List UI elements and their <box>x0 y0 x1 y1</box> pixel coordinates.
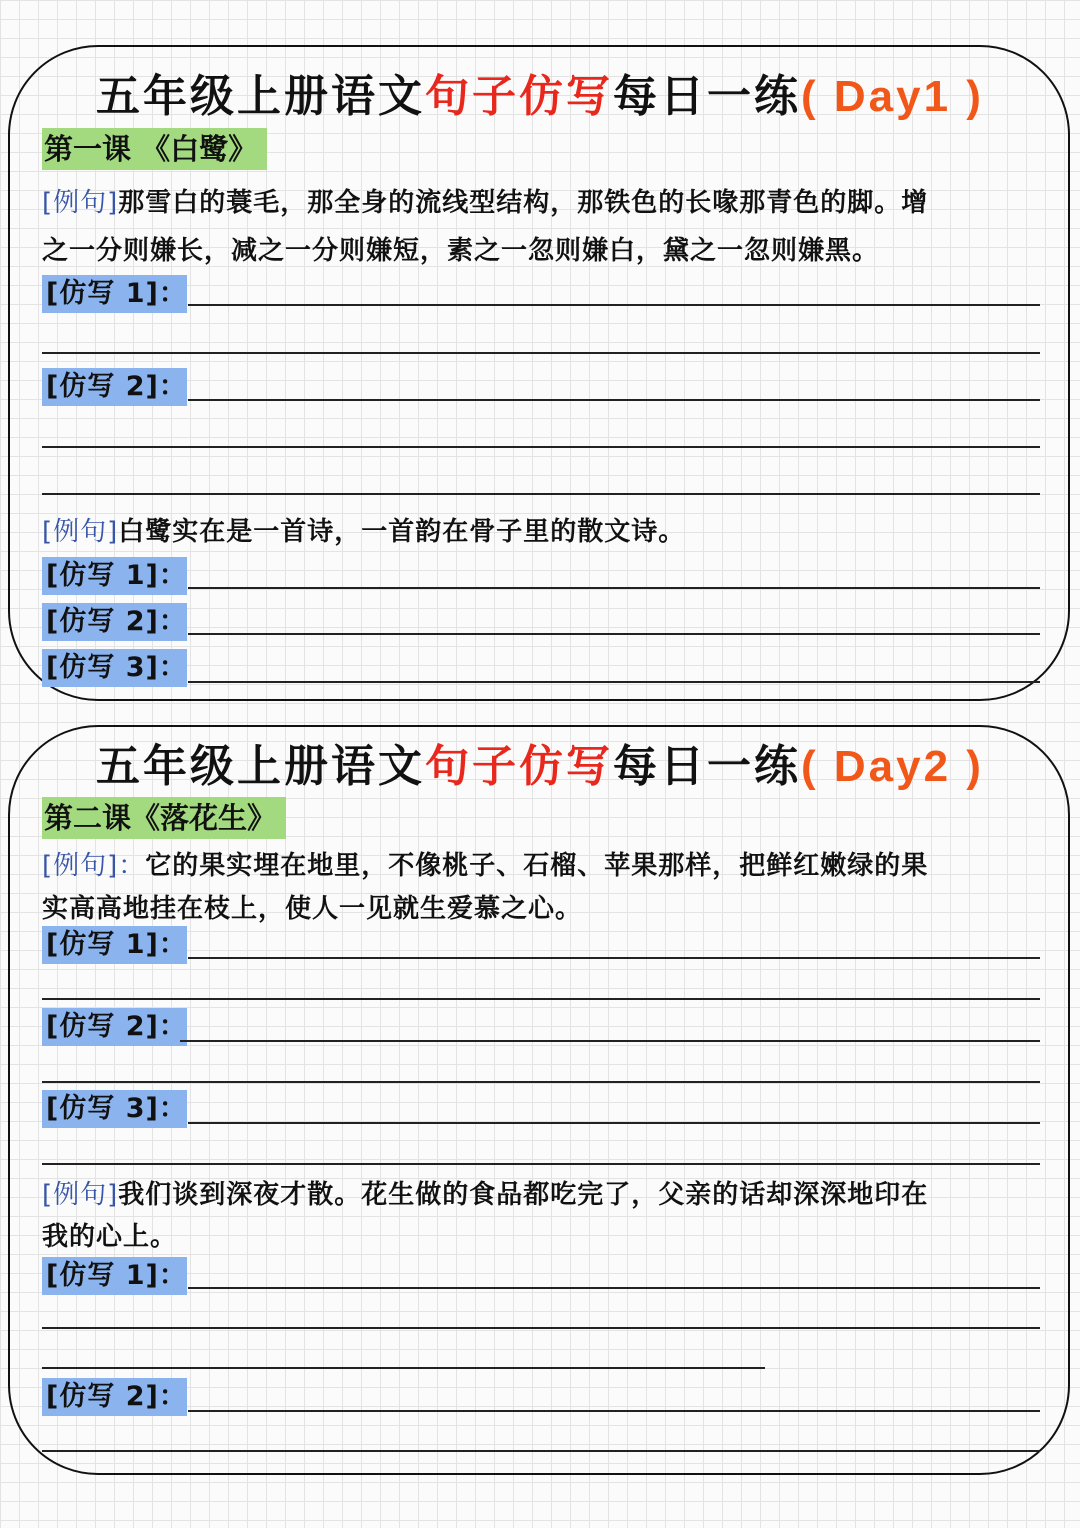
example-sentence-cont: 我的心上。 <box>42 1222 178 1252</box>
title-highlight: 句子仿写 <box>425 71 614 122</box>
writing-line[interactable] <box>42 1367 765 1369</box>
writing-line[interactable] <box>188 399 1040 401</box>
day1-title <box>0 60 1080 124</box>
writing-line[interactable] <box>42 1450 1040 1452</box>
writing-line[interactable] <box>188 1122 1040 1124</box>
day-badge: ( Day2 ) <box>801 742 984 791</box>
writing-line[interactable] <box>188 1287 1040 1289</box>
example-sentence-cont: 实高高地挂在枝上，使人一见就生爱慕之心。 <box>42 894 583 924</box>
title-part: 五年级上册语文 <box>96 741 426 792</box>
title-part: 每日一练 <box>613 71 802 122</box>
example-text: 白鹭实在是一首诗，一首韵在骨子里的散文诗。 <box>118 517 686 547</box>
writing-line[interactable] <box>42 1163 1040 1165</box>
imitation-label: [仿写 1]： <box>42 275 187 313</box>
title-part: 每日一练 <box>613 741 802 792</box>
example-tag: [例句] <box>42 517 119 547</box>
example-sentence <box>42 182 928 219</box>
lesson-title: 第二课《落花生》 <box>42 797 286 839</box>
title-highlight: 句子仿写 <box>425 741 614 792</box>
writing-line[interactable] <box>188 681 1040 683</box>
imitation-label: [仿写 1]： <box>42 1257 187 1295</box>
title-part: 五年级上册语文 <box>96 71 426 122</box>
example-tag: [例句] <box>42 1180 119 1210</box>
day2-title <box>0 730 1080 794</box>
example-text: 我们谈到深夜才散。花生做的食品都吃完了，父亲的话却深深地印在 <box>118 1180 929 1210</box>
imitation-label: [仿写 1]： <box>42 926 187 964</box>
writing-line[interactable] <box>42 446 1040 448</box>
example-sentence <box>42 845 928 882</box>
writing-line[interactable] <box>42 1081 1040 1083</box>
imitation-label: [仿写 2]： <box>42 1378 187 1416</box>
writing-line[interactable] <box>188 1410 1040 1412</box>
example-sentence-cont: 之一分则嫌长，减之一分则嫌短，素之一忽则嫌白，黛之一忽则嫌黑。 <box>42 236 880 266</box>
imitation-label: [仿写 1]： <box>42 557 187 595</box>
example-sentence <box>42 1174 928 1211</box>
imitation-label: [仿写 2]： <box>42 1008 187 1046</box>
example-tag: [例句] <box>42 188 119 218</box>
writing-line[interactable] <box>188 957 1040 959</box>
writing-line[interactable] <box>188 633 1040 635</box>
writing-line[interactable] <box>180 1040 1040 1042</box>
writing-line[interactable] <box>188 587 1040 589</box>
example-text: 那雪白的蓑毛，那全身的流线型结构，那铁色的长喙那青色的脚。增 <box>118 188 929 218</box>
example-sentence <box>42 511 685 548</box>
writing-line[interactable] <box>188 304 1040 306</box>
writing-line[interactable] <box>42 998 1040 1000</box>
writing-line[interactable] <box>42 352 1040 354</box>
imitation-label: [仿写 2]： <box>42 368 187 406</box>
example-tag: [例句]： <box>42 851 146 881</box>
imitation-label: [仿写 2]： <box>42 603 187 641</box>
imitation-label: [仿写 3]： <box>42 1090 187 1128</box>
imitation-label: [仿写 3]： <box>42 649 187 687</box>
writing-line[interactable] <box>42 493 1040 495</box>
example-text: 它的果实埋在地里，不像桃子、石榴、苹果那样，把鲜红嫩绿的果 <box>145 851 929 881</box>
day-badge: ( Day1 ) <box>801 72 984 121</box>
lesson-title: 第一课 《白鹭》 <box>42 128 267 170</box>
writing-line[interactable] <box>42 1327 1040 1329</box>
